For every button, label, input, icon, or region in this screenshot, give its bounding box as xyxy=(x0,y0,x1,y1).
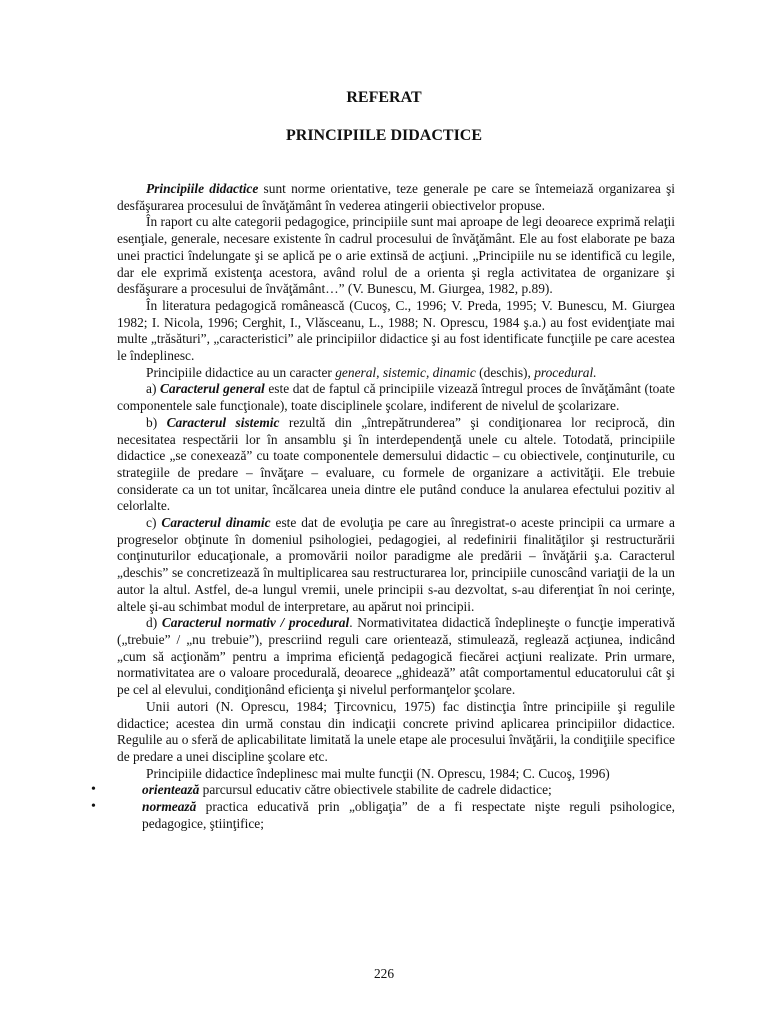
paragraph-text: sunt norme orientative, teze generale pe care se întemeiază organizarea şi desfăşurarea procesului de învăţământ în vederea atingerii obiectivelor propuse. xyxy=(117,181,675,213)
term-orienteaza: orientează xyxy=(142,782,200,798)
document-subtitle: PRINCIPIILE DIDACTICE xyxy=(285,127,483,144)
document-body xyxy=(91,181,676,832)
term-normeaza: normează xyxy=(142,799,197,815)
paragraph-text: (deschis), xyxy=(475,364,535,380)
paragraph-text: este dat de faptul că principiile vizează întregul proces de învăţământ (toate componentele sale funcţionale), toate disciplinele şcolare, indiferent de nivelul de şcolarizare. xyxy=(117,381,675,414)
list-item-text: parcursul educativ către obiectivele stabilite de cadrele didactice; xyxy=(199,782,552,798)
paragraph-text: rezultă din „întrepătrunderea” şi condiţionarea lor reciprocă, din necesitatea respectării lor în ansamblu şi în interdependenţă unele cu altele. Totodată, principiile didactice „se conexează” cu toate componentele demersului didactic – cu obiectivele, conţinuturile, cu strategiile de predare – învăţare – evaluare, cu formele de organizare a activităţii. Ele trebuie considerate ca un tot unitar, încălcarea uneia dintre ele putând conduce la anularea efectului pozitiv al celorlalte. xyxy=(117,414,675,514)
term-principles: Principiile didactice xyxy=(146,181,259,196)
page-number: 226 xyxy=(373,966,395,981)
paragraph-laws: În raport cu alte categorii pedagogice, principiile sunt mai aproape de legi deoarece exprimă relaţii esenţiale, generale, necesare existente în cadrul procesului de învăţământ. Ele au fost elaborate pe baza unei practici îndelungate şi se aplică pe o arie extinsă de acţiuni. „Principiile nu se identifică cu legile, dar ele exprimă existenţa acestora, având rolul de a orienta şi regla activitatea de organizare şi desfăşurare a procesului de învăţământ…” (V. Bunescu, M. Giurgea, 1982, p.89). xyxy=(117,214,675,297)
item-prefix: b) xyxy=(146,414,167,430)
term-normative-character: Caracterul normativ / procedural xyxy=(161,615,350,631)
paragraph-literature: În literatura pedagogică românească (Cucoş, C., 1996; V. Preda, 1995; V. Bunescu, M. Giurgea 1982; I. Nicola, 1996; Cerghit, I., Vlăsceanu, L., 1988; N. Oprescu, 1984 ş.a.) au fost evidenţiate mai multe „trăsături”, „caracteristici” ale principiilor didactice şi au fost identificate funcţiile pe care acestea le îndeplinesc. xyxy=(117,297,675,364)
paragraph-normative-character xyxy=(117,615,675,699)
paragraph-definition xyxy=(117,181,675,214)
list-item xyxy=(91,799,675,832)
paragraph-rules: Unii autori (N. Oprescu, 1984; Ţircovnicu, 1975) fac distincţia între principiile şi regulile didactice; acestea din urmă constau din indicaţii concrete privind aplicarea principiilor didactice. Regulile au o sferă de aplicabilitate limitată la unele etape ale procesului învăţării, la condiţiile specifice de predare a unei discipline şcolare etc. xyxy=(117,698,675,764)
document-title: REFERAT xyxy=(346,89,422,106)
term-general-character: Caracterul general xyxy=(159,381,265,397)
characteristic-procedural: procedural. xyxy=(534,364,597,380)
list-item-text: practica educativă prin „obligaţia” de a fi respectate nişte reguli psihologice, pedagogice, ştiinţifice; xyxy=(142,799,675,831)
term-dynamic-character: Caracterul dinamic xyxy=(161,515,271,531)
characteristics-list: general, sistemic, dinamic xyxy=(335,364,476,380)
paragraph-text: este dat de evoluţia pe care au înregistrat-o aceste principii ca urmare a progreselor obţinute în domeniul psihologiei, pedagogiei, al redefinirii finalităţilor şi restructurării conţinuturilor educaţionale, a promovării noilor paradigme ale predării – învăţării ş.a. Caracterul „deschis” se concretizează în multiplicarea sau restructurarea lor, principiile cunoscând variaţii de la un autor la altul. Astfel, de-a lungul vremii, unele principii s-au dezvoltat, s-au diferenţiat în noi cerinţe, altele şi-au schimbat modul de interpretare, au apărut noi principii. xyxy=(117,515,675,614)
bullet-icon: • xyxy=(91,799,96,815)
item-prefix: d) xyxy=(146,615,162,631)
paragraph-general-character xyxy=(117,381,675,414)
paragraph-dynamic-character xyxy=(117,515,675,615)
paragraph-systemic-character xyxy=(117,415,675,515)
paragraph-text: Principiile didactice au un caracter xyxy=(146,364,336,380)
functions-list xyxy=(91,782,675,832)
item-prefix: c) xyxy=(146,515,162,531)
term-systemic-character: Caracterul sistemic xyxy=(166,414,280,430)
paragraph-characteristics xyxy=(117,365,675,382)
bullet-icon: • xyxy=(91,782,96,798)
paragraph-functions: Principiile didactice îndeplinesc mai multe funcţii (N. Oprescu, 1984; C. Cucoş, 1996) xyxy=(146,765,610,781)
paragraph-text: . Normativitatea didactică îndeplineşte o funcţie imperativă („trebuie” / „nu trebuie”), prescriind reguli care orientează, stimulează, reglează acţiunea, indicând „cum să acţionăm” pentru a imprima eficienţă pedagogică fiecărei acţiuni realizate. Prin urmare, normativitatea are o valoare procedurală, deoarece „ghidează” atât comportamentul educatorului cât şi pe cel al elevului, condiţionând eficienţa şi nivelul performanţelor şcolare. xyxy=(117,615,676,698)
item-prefix: a) xyxy=(146,381,160,397)
list-item xyxy=(91,782,675,799)
